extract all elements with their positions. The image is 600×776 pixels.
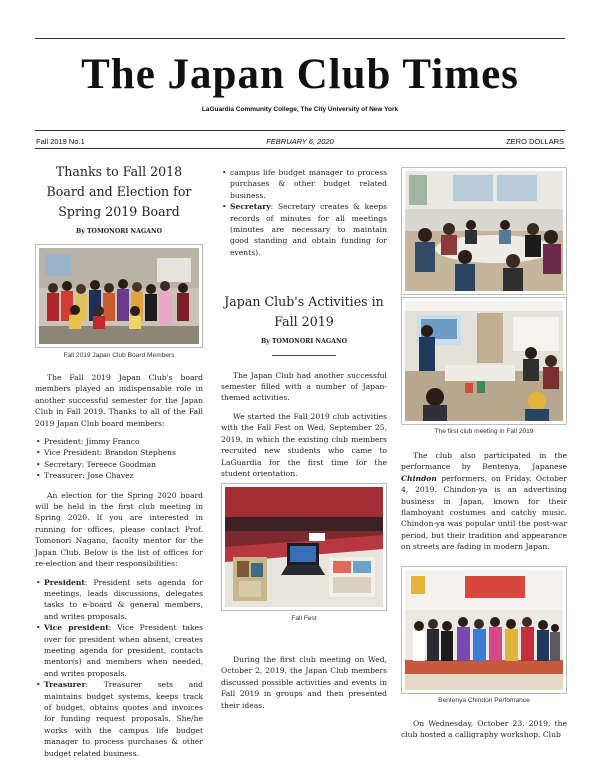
member-item: • President: Jimmy Franco [44, 436, 203, 447]
office-list [35, 577, 203, 758]
board-member-list [35, 436, 203, 482]
chindon-term: Chindon [401, 473, 437, 483]
byline-rule [272, 355, 336, 356]
issue-number: Fall 2019 No.1 [36, 137, 85, 146]
fall-fest-caption: Fall Fest [291, 615, 317, 622]
chindon-text-b: performers, on Friday, October 4, 2019. Chindon-ya is an advertising business in Japan, known for their flamboyant costumes and catchy music. Chindon-ya was popular until the post-war period, but their tradition and appearance on streets are fading in modern Japan. [401, 473, 567, 552]
board-members-photo [35, 244, 203, 348]
chindon-article [401, 450, 567, 560]
chindon-text-a: The club also participated in the performance by Bentenya, Japanese [401, 451, 567, 472]
article2-para1: The Japan Club had another successful semester filled with a number of Japan-themed activities. [221, 370, 387, 403]
newspaper-title: The Japan Club Times [81, 51, 519, 98]
calligraphy-article [401, 718, 567, 748]
office-term: Treasurer [44, 680, 86, 690]
infobar-top-rule [35, 130, 565, 131]
issue-price: ZERO DOLLARS [506, 137, 564, 146]
article1-para1: The Fall 2019 Japan Club's board members played an indispensable role in another successful semester for the Japan Club in Fall 2019. Thanks to all of the Fall 2019 Japan Club board members: [35, 373, 203, 428]
article1-para2: An election for the Spring 2020 board will be held in the first club meeting in Spring 2020. If you are interested in running for offices, please contact Prof. Tomonori Nagano, faculty mentor for the Japan Club. Below is the list of offices for re-election and their responsibilities: [35, 490, 203, 569]
board-photo-caption: Fall 2019 Japan Club Board Members [63, 352, 175, 359]
office-item [230, 201, 387, 258]
bentenya-caption: Bentenya Chindon Perfomance [438, 697, 530, 704]
first-meeting-photo-1 [401, 167, 567, 295]
infobar-bottom-rule [35, 148, 565, 149]
office-item [44, 622, 203, 679]
article2-byline: By TOMONORI NAGANO [260, 338, 348, 346]
member-item: • Secretary: Tereece Goodman [44, 459, 203, 470]
calligraphy-paragraph: On Wednesday, October 23, 2019, the club hosted a calligraphy workshop. Club [401, 719, 567, 740]
office-term: President [44, 577, 85, 587]
office-item [230, 167, 387, 201]
issue-date: FEBRUARY 6, 2020 [266, 137, 334, 146]
article1-byline: By TOMONORI NAGANO [75, 228, 163, 235]
office-text: : Treasurer sets and maintains budget systems, keeps track of budget, obtains quotes and invoices for funding request proposals. She/he works with the campus life budget manager to process purchases & other budget related business. [44, 680, 203, 758]
article2-column [221, 167, 387, 486]
newspaper-subtitle: LaGuardia Community College, The City University of New York [201, 106, 399, 113]
first-meeting-caption: The first club meeting in Fall 2019 [434, 428, 534, 435]
article2-para2: We started the Fall 2019 club activities with the Fall Fest on Wed, September 25, 2019, in which the existing club members recruited new students who came to LaGuardia for the first time for the student orientation. [221, 411, 387, 478]
office-text: : Secretary creates & keeps records of minutes for all meetings (minutes are necessary to maintain good standing and obtain funding for events). [230, 202, 387, 257]
article2-body-continued [221, 654, 387, 718]
office-text: : Vice President takes over for president when absent, creates meeting agenda for president, contacts mentor(s) and members when needed, and writes proposals. [44, 623, 203, 678]
member-item: • Vice President: Brandon Stephens [44, 447, 203, 458]
article2-para3: During the first club meeting on Wed, October 2, 2019, the Japan Club members discussed possible activities and events in Fall 2019 in groups and then presented their ideas. [221, 655, 387, 710]
member-item: • Treasurer: Jose Chavez [44, 470, 203, 481]
office-text: : President sets agenda for meetings, leads discussions, delegates tasks to e-board & general members, and writes proposals. [44, 577, 203, 621]
top-rule [35, 38, 565, 39]
article1-body [35, 372, 203, 758]
chindon-paragraph [401, 450, 567, 553]
bentenya-photo [401, 566, 567, 694]
office-term: Vice president [44, 623, 109, 633]
office-item [44, 679, 203, 758]
article2-headline: Japan Club's Activities in Fall 2019 [224, 294, 384, 330]
office-item [44, 577, 203, 623]
article1-headline: Thanks to Fall 2018 Board and Election for Spring 2019 Board [46, 164, 192, 219]
fall-fest-photo [221, 483, 387, 611]
office-term: Secretary [230, 202, 271, 212]
office-list-continued [221, 167, 387, 258]
first-meeting-photo-2 [401, 297, 567, 425]
office-text-continued: campus life budget manager to process purchases & other budget related business. [230, 168, 387, 200]
